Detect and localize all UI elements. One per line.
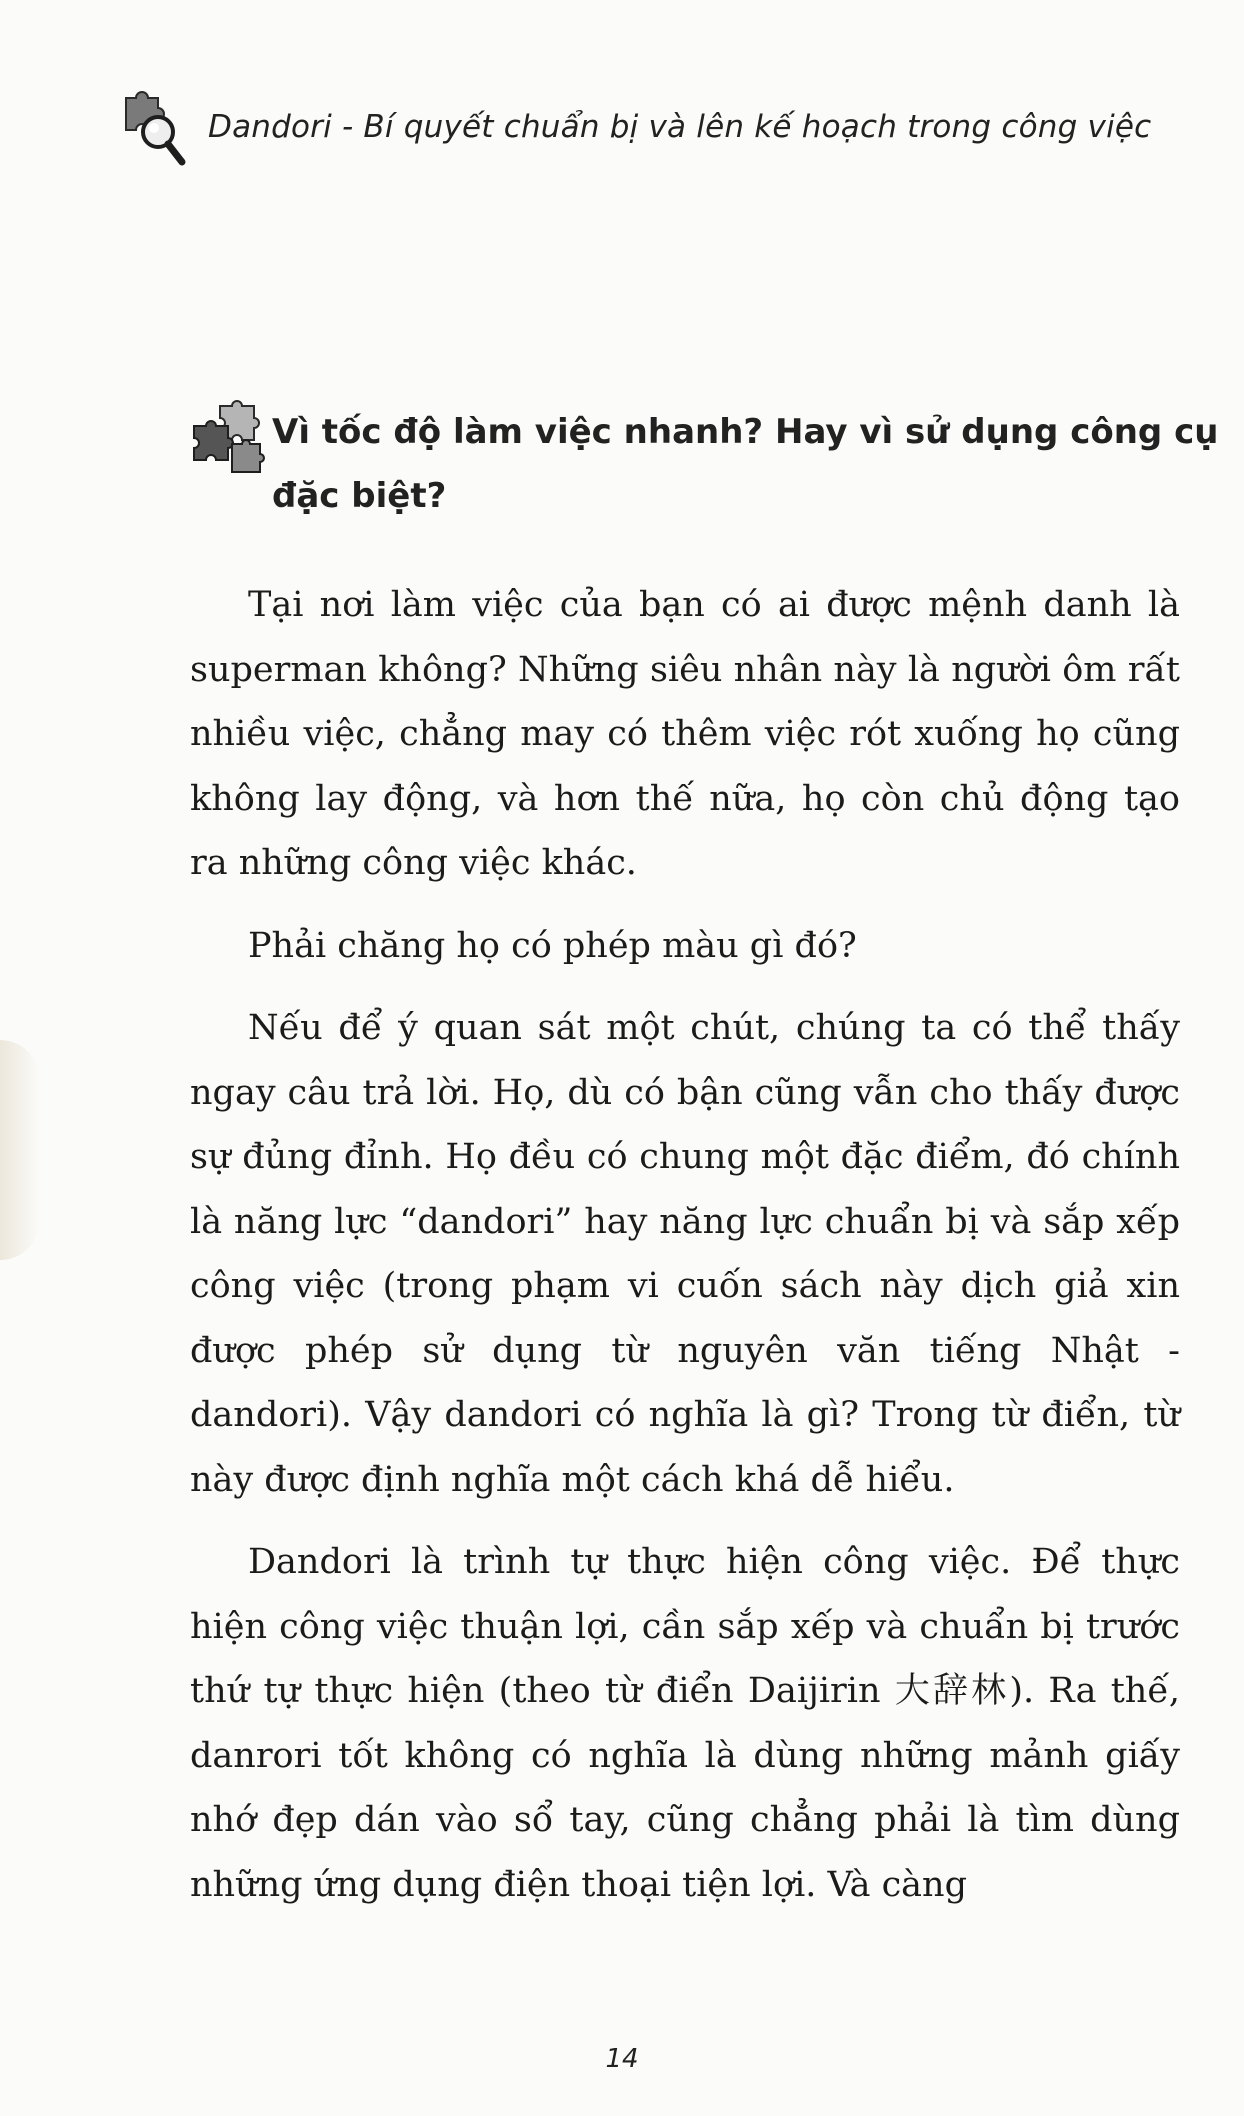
running-header — [118, 82, 1152, 172]
paragraph: Phải chăng họ có phép màu gì đó? — [248, 925, 857, 966]
puzzle-magnifier-icon — [118, 84, 192, 170]
running-header-title: Dandori - Bí quyết chuẩn bị và lên kế hoạch trong công việc — [208, 109, 1152, 145]
page-number: 14 — [605, 2044, 639, 2074]
paragraph: Dandori là trình tự thực hiện công việc. Để thực hiện công việc thuận lợi, cần sắp xếp và chuẩn bị trước thứ tự thực hiện (theo từ điển Daijirin 大辞林). Ra thế, danrori tốt không có nghĩa là dùng những mảnh giấy nhớ đẹp dán vào sổ tay, cũng chẳng phải là tìm dùng những ứng dụng điện thoại tiện lợi. Và càng — [190, 1542, 1180, 1905]
paragraph: Tại nơi làm việc của bạn có ai được mệnh danh là superman không? Những siêu nhân này là người ôm rất nhiều việc, chẳng may có thêm việc rót xuống họ cũng không lay động, và hơn thế nữa, họ còn chủ động tạo ra những công việc khác. — [190, 585, 1180, 883]
puzzle-pieces-icon — [190, 400, 266, 476]
section-heading-text — [272, 400, 1219, 528]
paragraph: Nếu để ý quan sát một chút, chúng ta có thể thấy ngay câu trả lời. Họ, dù có bận cũng vẫn cho thấy được sự đủng đỉnh. Họ đều có chung một đặc điểm, đó chính là năng lực “dandori” hay năng lực chuẩn bị và sắp xếp công việc (trong phạm vi cuốn sách này dịch giả xin được phép sử dụng từ nguyên văn tiếng Nhật - dandori). Vậy dandori có nghĩa là gì? Trong từ điển, từ này được định nghĩa một cách khá dễ hiểu. — [190, 1008, 1180, 1500]
heading-line-2: đặc biệt? — [272, 476, 447, 516]
heading-line-1: Vì tốc độ làm việc nhanh? Hay vì sử dụng công cụ — [272, 412, 1219, 452]
page-edge-shadow — [0, 1040, 40, 1260]
body-text — [190, 573, 1180, 1935]
section-heading — [190, 400, 1219, 528]
